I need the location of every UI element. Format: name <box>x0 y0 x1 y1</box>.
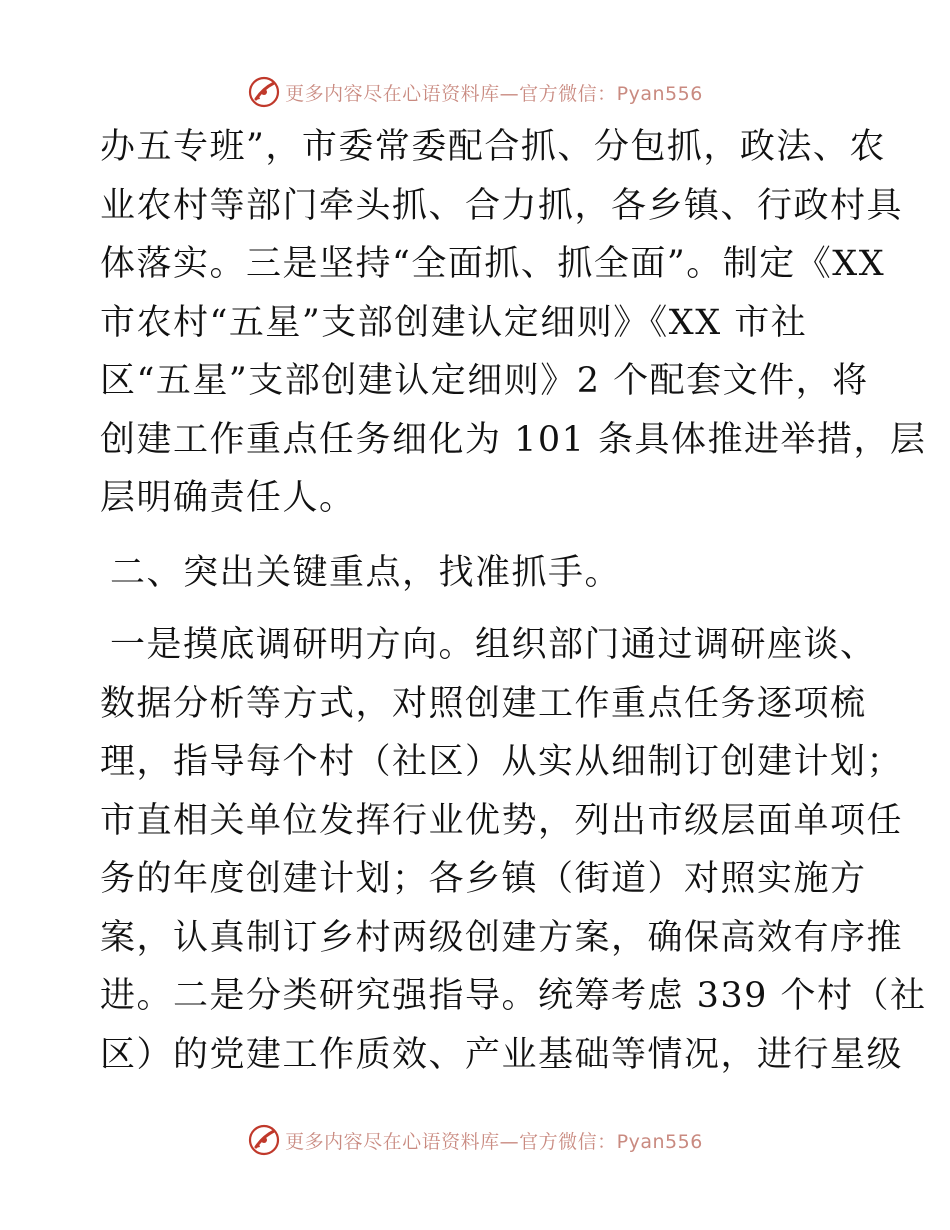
text-line: 市农村“五星”支部创建认定细则》《XX 市社 <box>100 302 808 343</box>
paragraph-2 <box>100 616 927 1084</box>
header-watermark <box>0 72 950 112</box>
text-line: 市直相关单位发挥行业优势，列出市级层面单项任 <box>100 800 904 841</box>
text-line: 业农村等部门牵头抓、合力抓，各乡镇、行政村具 <box>100 185 904 226</box>
watermark-text: 更多内容尽在心语资料库—官方微信：Pyan556 <box>285 82 703 105</box>
text-line: 理，指导每个村（社区）从实从细制订创建计划； <box>100 742 904 782</box>
text-line: 务的年度创建计划；各乡镇（街道）对照实施方 <box>100 859 867 899</box>
text-line: 进。二是分类研究强指导。统筹考虑 339 个村（社 <box>100 976 927 1016</box>
brush-logo-icon <box>247 75 281 109</box>
text-line: 创建工作重点任务细化为 101 条具体推进举措，层 <box>100 419 927 460</box>
text-line: 区“五星”支部创建认定细则》2 个配套文件，将 <box>100 361 869 401</box>
text-line: 数据分析等方式，对照创建工作重点任务逐项梳 <box>100 683 867 724</box>
text-line: 一是摸底调研明方向。组织部门通过调研座谈、 <box>110 625 877 665</box>
footer-watermark <box>0 1120 950 1160</box>
text-line: 案，认真制订乡村两级创建方案，确保高效有序推 <box>100 917 904 958</box>
brush-logo-icon <box>247 1123 281 1157</box>
text-line: 体落实。三是坚持“全面抓、抓全面”。制定《XX <box>100 244 886 284</box>
paragraph-1 <box>100 118 927 528</box>
section-heading: 二、突出关键重点，找准抓手。 <box>110 552 622 593</box>
text-line: 区）的党建工作质效、产业基础等情况，进行星级 <box>100 1034 904 1075</box>
document-body <box>100 118 927 1084</box>
text-line: 层明确责任人。 <box>100 478 356 518</box>
watermark-text: 更多内容尽在心语资料库—官方微信：Pyan556 <box>285 1130 703 1153</box>
text-line: 办五专班”，市委常委配合抓、分包抓，政法、农 <box>100 127 886 167</box>
